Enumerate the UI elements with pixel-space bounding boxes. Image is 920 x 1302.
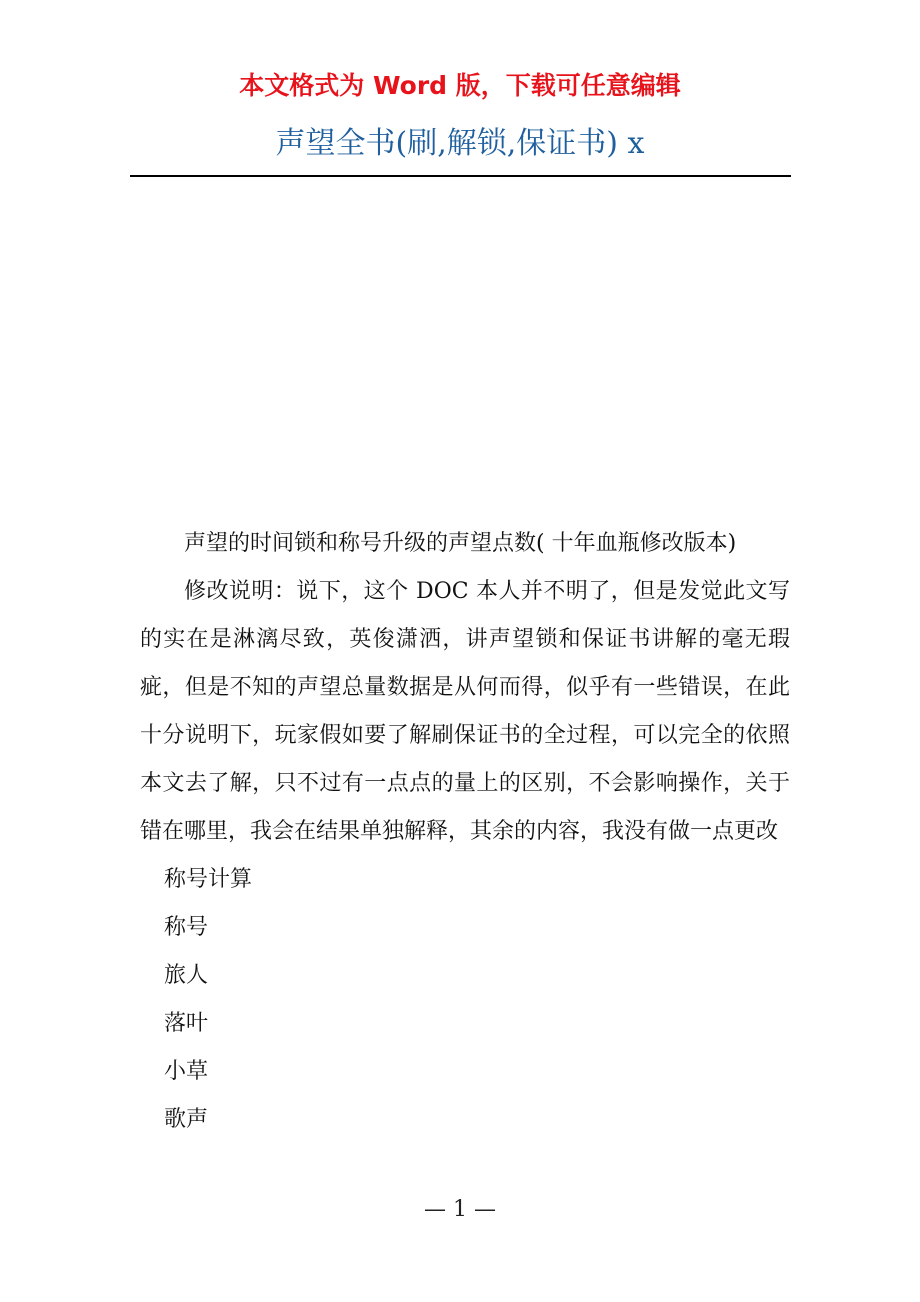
document-body bbox=[140, 520, 790, 1144]
paragraph-modification-note: 修改说明：说下，这个 DOC 本人并不明了，但是发觉此文写的实在是淋漓尽致，英俊潇洒，讲声望锁和保证书讲解的毫无瑕疵，但是不知的声望总量数据是从何而得，似乎有一些错误，在此十分说明下，玩家假如要了解刷保证书的全过程，可以完全的依照本文去了解，只不过有一点点的量上的区别，不会影响操作，关于错在哪里，我会在结果单独解释，其余的内容，我没有做一点更改 bbox=[140, 579, 790, 844]
page-number: — 1 — bbox=[424, 1197, 496, 1222]
line-title-calc: 称号计算 bbox=[164, 867, 253, 892]
line-traveler: 旅人 bbox=[164, 963, 209, 988]
line-song: 歌声 bbox=[164, 1107, 209, 1132]
line-fallen-leaf: 落叶 bbox=[164, 1011, 209, 1036]
paragraph-intro: 声望的时间锁和称号升级的声望点数( 十年血瓶修改版本) bbox=[184, 531, 737, 556]
document-title: 声望全书(刷,解锁,保证书) x bbox=[275, 126, 645, 161]
format-notice: 本文格式为 Word 版，下载可任意编辑 bbox=[239, 71, 681, 100]
line-grass: 小草 bbox=[164, 1059, 209, 1084]
line-title: 称号 bbox=[164, 915, 209, 940]
title-divider bbox=[130, 175, 791, 177]
